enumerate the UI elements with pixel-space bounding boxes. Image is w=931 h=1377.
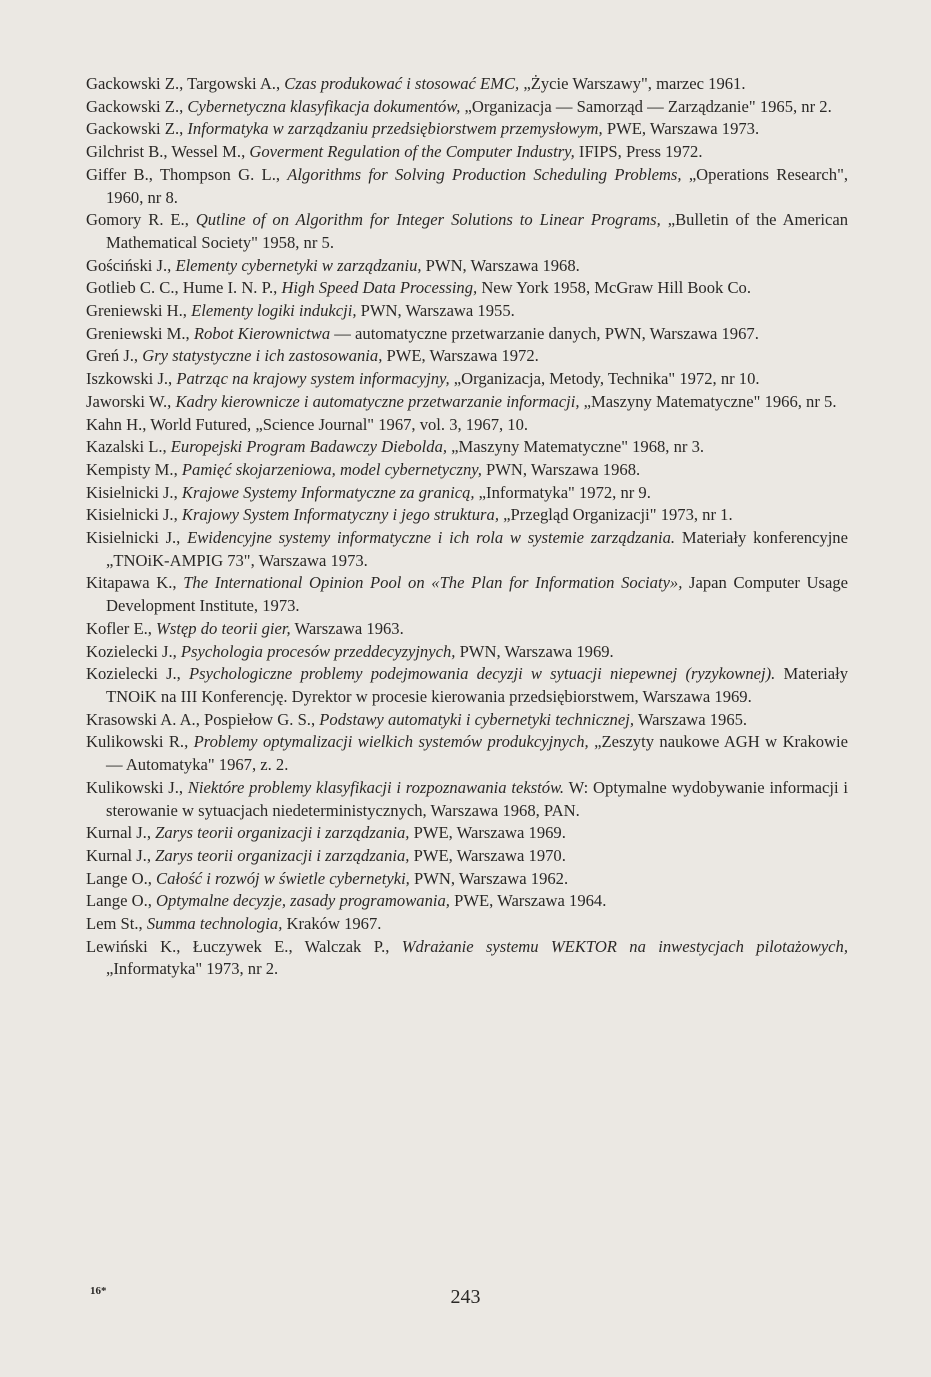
bib-entry: Gackowski Z., Cybernetyczna klasyfikacja dokumentów, „Organizacja — Samorząd — Zarządzanie" 1965, nr 2.: [86, 96, 832, 116]
bibliography-list: [86, 73, 848, 981]
bib-entry: Gackowski Z., Targowski A., Czas produkować i stosować EMC, „Życie Warszawy", marzec 1961.: [86, 74, 746, 93]
bib-entry: Kahn H., World Futured, „Science Journal" 1967, vol. 3, 1967, 10.: [86, 414, 529, 434]
bib-entry: Giffer B., Thompson G. L., Algorithms for Solving Production Scheduling Problems, „Operations Research", 1960, nr 8.: [86, 164, 849, 207]
bib-entry: Lem St., Summa technologia, Kraków 1967.: [86, 914, 382, 934]
bib-entry: Kulikowski R., Problemy optymalizacji wielkich systemów produkcyjnych, „Zeszyty naukowe AGH w Krakowie — Automatyka" 1967, z. 2.: [86, 732, 848, 775]
bib-entry: Lewiński K., Łuczywek E., Walczak P., Wdrażanie systemu WEKTOR na inwestycjach pilotażowych, „Informatyka" 1973, nr 2.: [86, 936, 848, 979]
bib-entry: Greniewski H., Elementy logiki indukcji, PWN, Warszawa 1955.: [86, 301, 515, 321]
signature-mark: 16*: [90, 1285, 107, 1297]
bib-entry: Greń J., Gry statystyczne i ich zastosowania, PWE, Warszawa 1972.: [86, 346, 539, 366]
bib-entry: Gackowski Z., Informatyka w zarządzaniu przedsiębiorstwem przemysłowym, PWE, Warszawa 1973.: [86, 119, 760, 139]
page-number: 243: [450, 1286, 481, 1308]
bib-entry: Kazalski L., Europejski Program Badawczy Diebolda, „Maszyny Matematyczne" 1968, nr 3.: [86, 437, 705, 457]
bib-entry: Lange O., Optymalne decyzje, zasady programowania, PWE, Warszawa 1964.: [86, 891, 607, 911]
bib-entry: Kisielnicki J., Krajowy System Informatyczny i jego struktura, „Przegląd Organizacji" 1973, nr 1.: [86, 505, 733, 525]
bib-entry: Jaworski W., Kadry kierownicze i automatyczne przetwarzanie informacji, „Maszyny Matematyczne" 1966, nr 5.: [86, 391, 837, 411]
bib-entry: Iszkowski J., Patrząc na krajowy system informacyjny, „Organizacja, Metody, Technika" 1972, nr 10.: [86, 369, 760, 389]
bib-entry: Gilchrist B., Wessel M., Goverment Regulation of the Computer Industry, IFIPS, Press 1972.: [86, 142, 703, 162]
bib-entry: Kitapawa K., The International Opinion Pool on «The Plan for Information Sociaty», Japan Computer Usage Development Institute, 1973.: [86, 573, 848, 616]
bib-entry: Gościński J., Elementy cybernetyki w zarządzaniu, PWN, Warszawa 1968.: [86, 255, 580, 275]
bib-entry: Kisielnicki J., Ewidencyjne systemy informatyczne i ich rola w systemie zarządzania. Materiały konferencyjne „TNOiK-AMPIG 73", Warszawa 1973.: [86, 528, 848, 570]
bib-entry: Kempisty M., Pamięć skojarzeniowa, model cybernetyczny, PWN, Warszawa 1968.: [86, 459, 641, 479]
bib-entry: Kurnal J., Zarys teorii organizacji i zarządzania, PWE, Warszawa 1969.: [86, 823, 566, 843]
bib-entry: Krasowski A. A., Pospiełow G. S., Podstawy automatyki i cybernetyki technicznej, Warszawa 1965.: [86, 709, 748, 729]
bib-entry: Kulikowski J., Niektóre problemy klasyfikacji i rozpoznawania tekstów. W: Optymalne wydobywanie informacji i sterowanie w sytuacjach niedeterministycznych, Warszawa 1968, PAN.: [86, 777, 848, 820]
bib-entry: Greniewski M., Robot Kierownictwa — automatyczne przetwarzanie danych, PWN, Warszawa 1967.: [86, 323, 759, 343]
bib-entry: Kurnal J., Zarys teorii organizacji i zarządzania, PWE, Warszawa 1970.: [86, 845, 566, 865]
bib-entry: Kisielnicki J., Krajowe Systemy Informatyczne za granicą, „Informatyka" 1972, nr 9.: [86, 482, 651, 502]
bib-entry: Kozielecki J., Psychologiczne problemy podejmowania decyzji w sytuacji niepewnej (ryzykownej). Materiały TNOiK na III Konferencję. Dyrektor w procesie kierowania przedsiębiorstwem, Warszawa 1969.: [86, 664, 849, 706]
bib-entry: Lange O., Całość i rozwój w świetle cybernetyki, PWN, Warszawa 1962.: [86, 868, 569, 888]
bib-entry: Gotlieb C. C., Hume I. N. P., High Speed Data Processing, New York 1958, McGraw Hill Book Co.: [86, 278, 751, 298]
bib-entry: Gomory R. E., Qutline of on Algorithm for Integer Solutions to Linear Programs, „Bulletin of the American Mathematical Society" 1958, nr 5.: [86, 210, 848, 252]
bib-entry: Kozielecki J., Psychologia procesów przeddecyzyjnych, PWN, Warszawa 1969.: [86, 641, 614, 661]
bib-entry: Kofler E., Wstęp do teorii gier, Warszawa 1963.: [86, 618, 404, 638]
